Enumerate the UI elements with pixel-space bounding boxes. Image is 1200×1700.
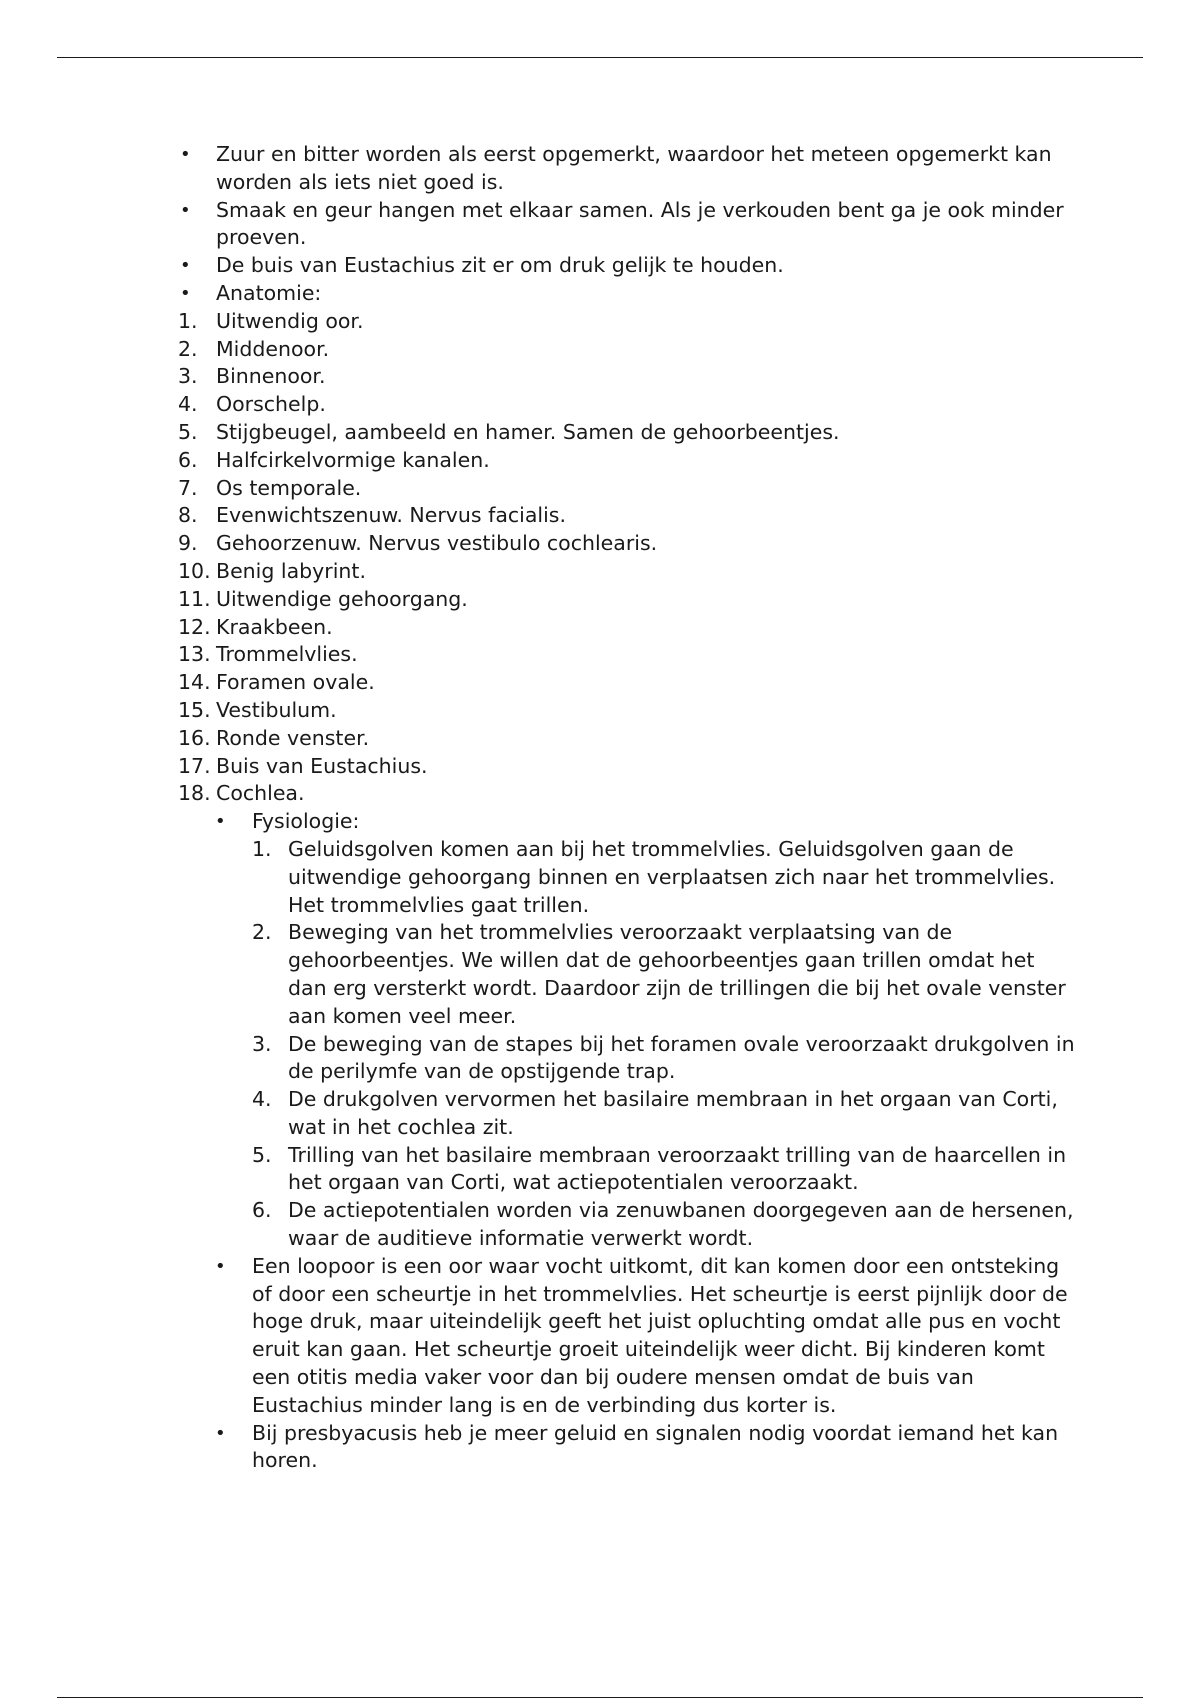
bullet-item-presbyacusis: • Bij presbyacusis heb je meer geluid en signalen nodig voordat iemand het kan horen. (215, 1420, 1059, 1473)
bullet-item: • De buis van Eustachius zit er om druk gelijk te houden. (178, 252, 1078, 280)
anatomy-item: 11. Uitwendige gehoorgang. (178, 586, 468, 611)
anatomy-item: 4. Oorschelp. (178, 392, 326, 417)
anatomy-item: 3. Binnenoor. (178, 364, 326, 389)
bullet-marker: • (180, 144, 191, 165)
bullet-item-anatomie: • Anatomie: (178, 280, 1078, 308)
anatomy-item: 9. Gehoorzenuw. Nervus vestibulo cochlearis. (178, 531, 658, 556)
anatomy-item: 6. Halfcirkelvormige kanalen. (178, 447, 490, 472)
anatomy-item: 2. Middenoor. (178, 336, 330, 361)
physiology-item: 4. De drukgolven vervormen het basilaire membraan in het orgaan van Corti, wat in het cochlea zit. (252, 1087, 1058, 1139)
anatomy-item: 5. Stijgbeugel, aambeeld en hamer. Samen de gehoorbeentjes. (178, 419, 840, 444)
header-rule (57, 57, 1143, 58)
anatomy-item: 18. Cochlea. (178, 781, 305, 806)
anatomy-item: 8. Evenwichtszenuw. Nervus facialis. (178, 503, 567, 528)
bullet-item-loopoor: • Een loopoor is een oor waar vocht uitkomt, dit kan komen door een ontsteking of door een scheurtje in het trommelvlies. Het scheurtje is eerst pijnlijk door de hoge druk, maar uiteindelijk geeft het juist opluchting omdat alle pus en vocht eruit kan gaan. Het scheurtje groeit uiteindelijk weer dicht. Bij kinderen komt een otitis media vaker voor dan bij oudere mensen omdat de buis van Eustachius minder lang is en de verbinding dus korter is. (215, 1253, 1068, 1417)
anatomy-item: 10. Benig labyrint. (178, 558, 366, 583)
physiology-item: 2. Beweging van het trommelvlies veroorzaakt verplaatsing van de gehoorbeentjes. We willen dat de gehoorbeentjes gaan trillen omdat het dan erg versterkt wordt. Daardoor zijn de trillingen die bij het ovale venster aan komen veel meer. (252, 920, 1066, 1028)
anatomy-item: 13. Trommelvlies. (178, 642, 358, 667)
anatomy-item: 7. Os temporale. (178, 475, 362, 500)
anatomy-item: 14. Foramen ovale. (178, 670, 375, 695)
anatomy-item: 15. Vestibulum. (178, 697, 337, 722)
bullet-marker: • (180, 282, 191, 304)
bullet-item-fysiologie: • Fysiologie: (178, 808, 1078, 836)
bullet-marker: • (215, 1255, 226, 1277)
anatomy-item: 12. Kraakbeen. (178, 614, 333, 639)
anatomy-list (178, 308, 1078, 808)
anatomy-item: 17. Buis van Eustachius. (178, 753, 428, 778)
bullet-marker: • (180, 255, 191, 277)
bullet-item: • Smaak en geur hangen met elkaar samen. Als je verkouden bent ga je ook minder proeven. (180, 197, 1064, 250)
bullet-item: • Zuur en bitter worden als eerst opgemerkt, waardoor het meteen opgemerkt kan worden als iets niet goed is. (180, 142, 1052, 194)
physiology-item: 5. Trilling van het basilaire membraan veroorzaakt trilling van de haarcellen in het orgaan van Corti, wat actiepotentialen veroorzaakt. (252, 1142, 1067, 1195)
physiology-item: 6. De actiepotentialen worden via zenuwbanen doorgegeven aan de hersenen, waar de auditieve informatie verwerkt wordt. (252, 1198, 1074, 1251)
anatomy-item: 1. Uitwendig oor. (178, 308, 364, 333)
bullet-marker: • (215, 1422, 226, 1444)
footer-rule (57, 1697, 1143, 1698)
physiology-item: 1. Geluidsgolven komen aan bij het trommelvlies. Geluidsgolven gaan de uitwendige gehoorgang binnen en verplaatsen zich naar het trommelvlies. Het trommelvlies gaat trillen. (252, 836, 1056, 917)
anatomy-item: 16. Ronde venster. (178, 725, 370, 750)
physiology-item: 3. De beweging van de stapes bij het foramen ovale veroorzaakt drukgolven in de perilymfe van de opstijgende trap. (252, 1031, 1075, 1084)
bullet-marker: • (215, 811, 226, 833)
physiology-list (178, 836, 1078, 1253)
bullet-marker: • (180, 199, 191, 221)
document-body (178, 141, 1078, 1475)
